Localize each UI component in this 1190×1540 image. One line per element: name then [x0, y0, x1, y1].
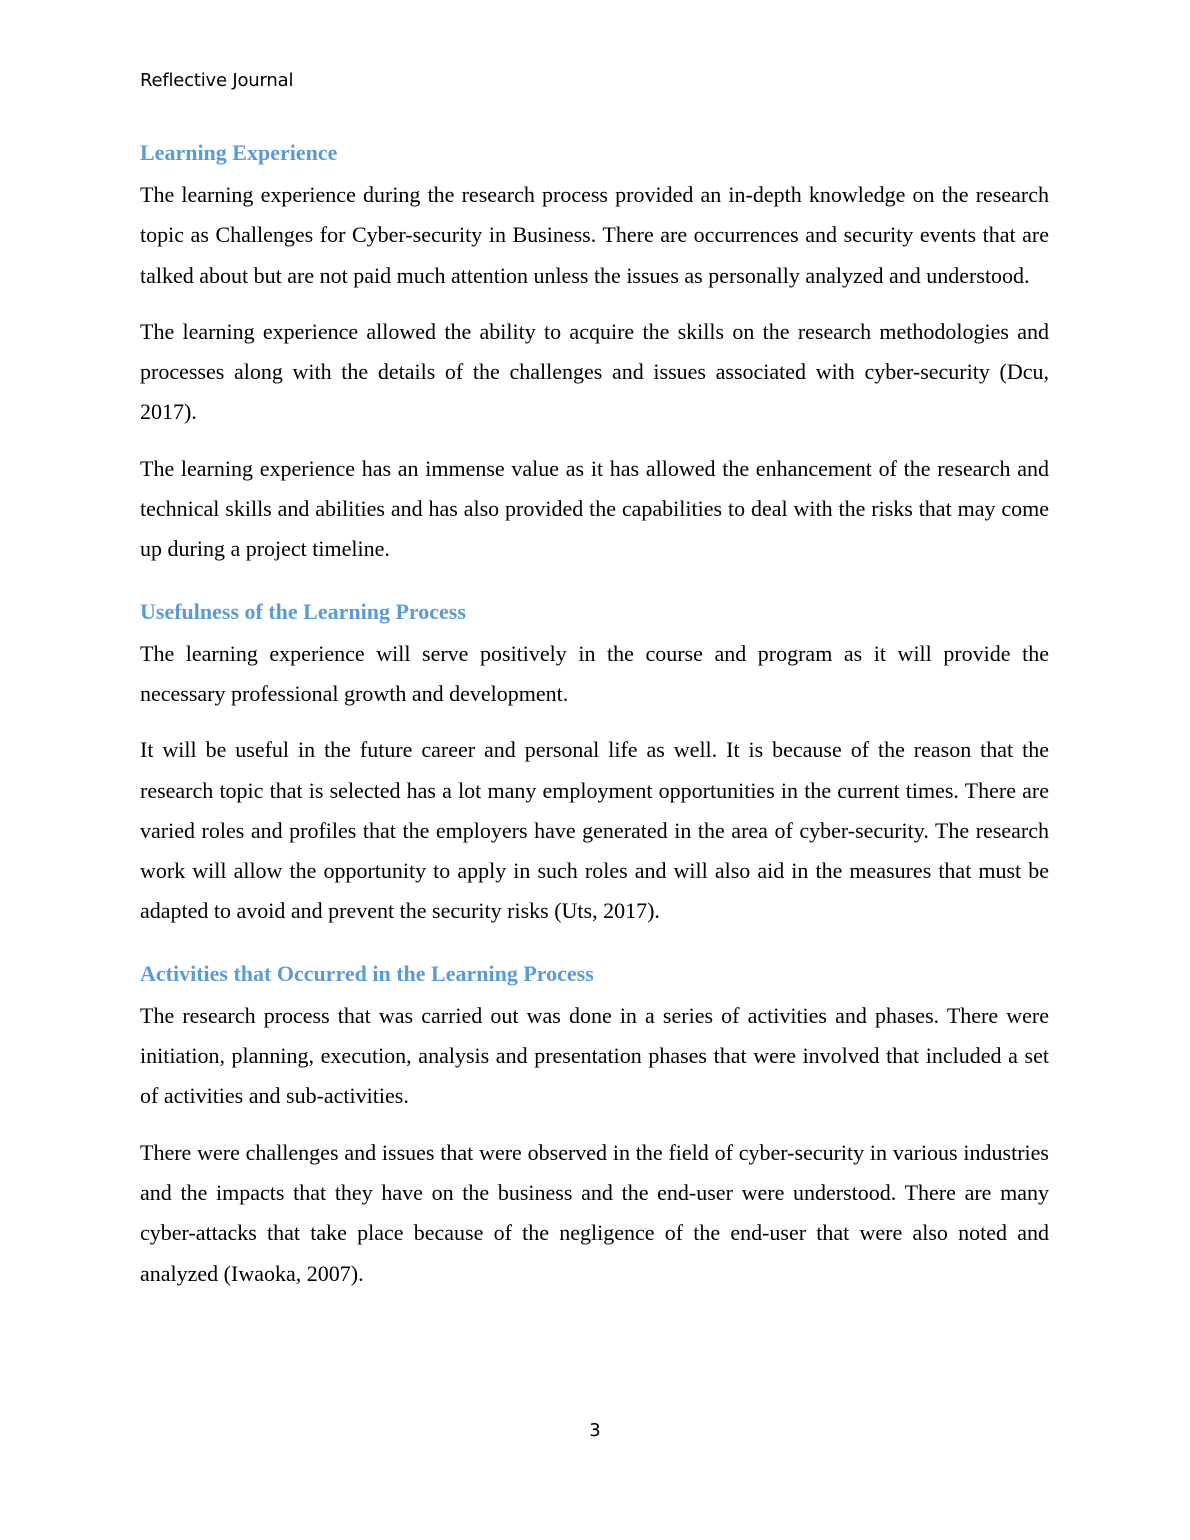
section-heading-activities: Activities that Occurred in the Learning Process	[140, 960, 594, 986]
paragraph: The research process that was carried out was done in a series of activities and phases. There were initiation, planning, execution, analysis and presentation phases that were involved that included a set of activities and sub-activities.	[140, 1002, 1049, 1109]
paragraph: The learning experience will serve positively in the course and program as it will provide the necessary professional growth and development.	[140, 640, 1049, 706]
document-body	[140, 138, 1049, 1294]
paragraph: It will be useful in the future career and personal life as well. It is because of the reason that the research topic that is selected has a lot many employment opportunities in the current times. There are varied roles and profiles that the employers have generated in the area of cyber-security. The research work will allow the opportunity to apply in such roles and will also aid in the measures that must be adapted to avoid and prevent the security risks (Uts, 2017).	[140, 737, 1049, 924]
running-header: Reflective Journal	[140, 70, 294, 91]
paragraph: The learning experience during the research process provided an in-depth knowledge on the research topic as Challenges for Cyber-security in Business. There are occurrences and security events that are talked about but are not paid much attention unless the issues as personally analyzed and understood.	[140, 182, 1049, 288]
section-heading-usefulness: Usefulness of the Learning Process	[140, 598, 466, 624]
paragraph: The learning experience has an immense value as it has allowed the enhancement of the research and technical skills and abilities and has also provided the capabilities to deal with the risks that may come up during a project timeline.	[140, 455, 1049, 562]
page-number: 3	[589, 1420, 601, 1441]
paragraph: The learning experience allowed the ability to acquire the skills on the research methodologies and processes along with the details of the challenges and issues associated with cyber-security (Dcu, 2017).	[140, 318, 1049, 425]
section-heading-learning-experience: Learning Experience	[140, 140, 338, 165]
paragraph: There were challenges and issues that were observed in the field of cyber-security in various industries and the impacts that they have on the business and the end-user were understood. There are many cyber-attacks that take place because of the negligence of the end-user that were also noted and analyzed (Iwaoka, 2007).	[140, 1139, 1049, 1286]
